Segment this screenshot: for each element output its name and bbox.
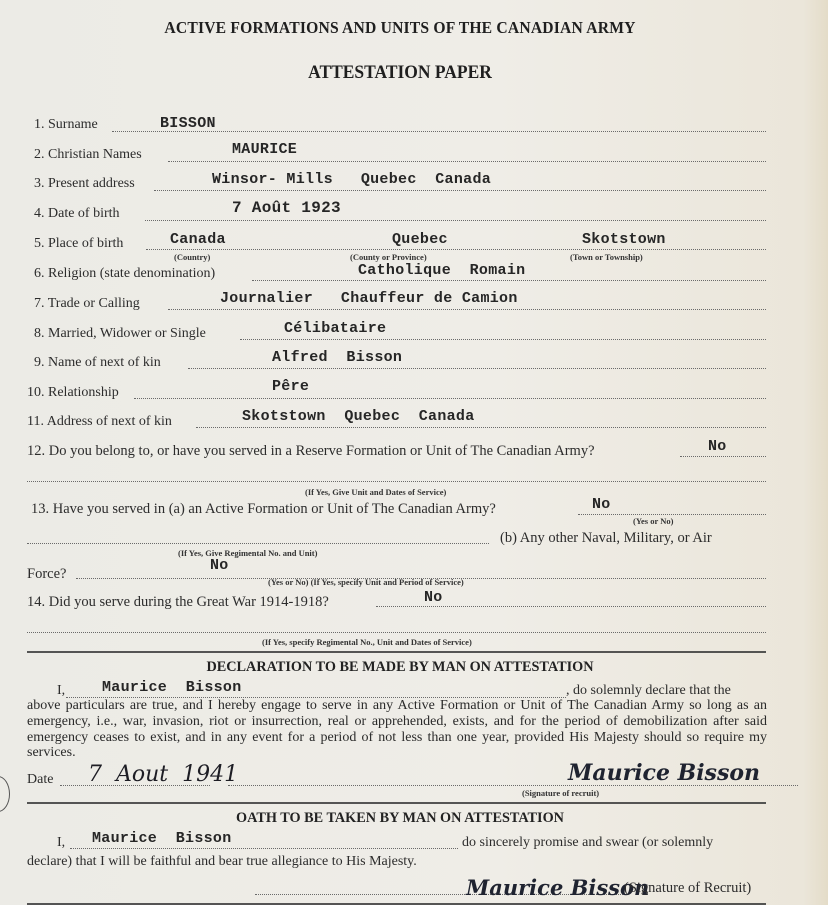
caption-a2: (If Yes, Give Regimental No. and Unit) — [178, 548, 318, 558]
field-label: 3. Present address — [34, 176, 135, 191]
dotted-line — [27, 632, 766, 633]
answer: No — [424, 589, 443, 606]
birth-country: Canada — [170, 231, 226, 248]
answer-b: No — [210, 557, 229, 574]
date-handwritten: 7 Aout 1941 — [88, 762, 239, 787]
field-label: 2. Christian Names — [34, 147, 142, 162]
date-label: Date — [27, 772, 54, 787]
dotted-line — [680, 456, 766, 457]
field-value: Célibataire — [284, 320, 387, 337]
declaration-suffix: , do solemnly declare that the — [566, 683, 731, 698]
question-text: 14. Did you serve during the Great War 1914-1918? — [27, 594, 329, 610]
dotted-line — [188, 368, 766, 369]
question-text: 12. Do you belong to, or have you served in a Reserve Formation or Unit of The Canadian Army? — [27, 443, 595, 459]
caption-province: (County or Province) — [350, 252, 427, 262]
dotted-line — [27, 543, 489, 544]
caption-country: (Country) — [174, 252, 211, 262]
dotted-line — [376, 606, 766, 607]
field-value: Catholique Romain — [358, 262, 526, 279]
caption-b: (Yes or No) (If Yes, specify Unit and Period of Service) — [268, 577, 464, 587]
field-value: MAURICE — [232, 141, 298, 158]
punch-hole-mark — [0, 776, 10, 812]
dotted-line — [578, 514, 766, 515]
dotted-line — [134, 398, 766, 399]
caption: (If Yes, specify Regimental No., Unit and Dates of Service) — [262, 637, 472, 647]
declaration-title: DECLARATION TO BE MADE BY MAN ON ATTESTATION — [206, 659, 594, 675]
dotted-line — [252, 280, 766, 281]
field-label: 7. Trade or Calling — [34, 296, 140, 311]
form-header: ACTIVE FORMATIONS AND UNITS OF THE CANADIAN ARMY — [164, 18, 636, 37]
field-label: 11. Address of next of kin — [27, 414, 172, 429]
field-label: 5. Place of birth — [34, 236, 124, 251]
field-label: 8. Married, Widower or Single — [34, 326, 206, 341]
signature-caption: (Signature of recruit) — [522, 788, 600, 798]
recruit-signature: Maurice Bisson — [466, 875, 650, 900]
field-value: 7 Août 1923 — [232, 199, 341, 217]
dotted-line — [240, 339, 766, 340]
field-value: Journalier Chauffeur de Camion — [220, 290, 518, 307]
caption-a: (Yes or No) — [633, 516, 674, 526]
oath-name: Maurice Bisson — [92, 830, 232, 847]
birth-town: Skotstown — [582, 231, 666, 248]
caption: (If Yes, Give Unit and Dates of Service) — [305, 487, 447, 497]
field-value: Winsor- Mills Quebec Canada — [212, 171, 492, 188]
dotted-line — [168, 309, 766, 310]
answer: No — [708, 438, 727, 455]
dotted-line — [168, 161, 766, 162]
dotted-line — [196, 427, 766, 428]
field-label: 9. Name of next of kin — [34, 355, 161, 370]
dotted-line — [146, 249, 766, 250]
signature-caption: (Signature of Recruit) — [624, 880, 752, 896]
recruit-signature: Maurice Bisson — [568, 760, 760, 786]
birth-province: Quebec — [392, 231, 448, 248]
field-value: Alfred Bisson — [272, 349, 403, 366]
field-value: BISSON — [160, 115, 216, 132]
dotted-line — [154, 190, 766, 191]
field-label: 6. Religion (state denomination) — [34, 266, 216, 281]
oath-prefix: I, — [57, 835, 66, 850]
oath-title: OATH TO BE TAKEN BY MAN ON ATTESTATION — [236, 810, 564, 826]
field-label: 10. Relationship — [27, 385, 119, 400]
answer-a: No — [592, 496, 611, 513]
field-label: 1. Surname — [34, 117, 98, 132]
question-text-b: (b) Any other Naval, Military, or Air — [500, 530, 712, 546]
dotted-line — [145, 220, 766, 221]
dotted-line — [27, 481, 766, 482]
field-label: 4. Date of birth — [34, 206, 120, 221]
dotted-line — [70, 848, 458, 849]
oath-body: declare) that I will be faithful and bear true allegiance to His Majesty. — [27, 854, 417, 869]
question-text-a: 13. Have you served in (a) an Active Formation or Unit of The Canadian Army? — [31, 501, 496, 517]
declaration-body: above particulars are true, and I hereby engage to serve in any Active Formation or Unit of The Canadian Army so long as an emergency, i.e., war, invasion, riot or insurrection, real or apprehended, exists, and for the period of demobilization after said emergency ceases to exist, and in any event for a period of not less than one year, provided His Majesty should so require my services. — [27, 698, 767, 761]
field-value: Skotstown Quebec Canada — [242, 408, 475, 425]
field-value: Pêre — [272, 378, 310, 395]
declaration-name: Maurice Bisson — [102, 679, 242, 696]
form-title: ATTESTATION PAPER — [308, 62, 492, 83]
caption-town: (Town or Township) — [570, 252, 643, 262]
section-divider — [27, 651, 766, 653]
section-divider — [27, 802, 766, 804]
declaration-prefix: I, — [57, 683, 66, 698]
question-text-b2: Force? — [27, 566, 67, 582]
oath-suffix: do sincerely promise and swear (or solemnly — [462, 835, 714, 850]
